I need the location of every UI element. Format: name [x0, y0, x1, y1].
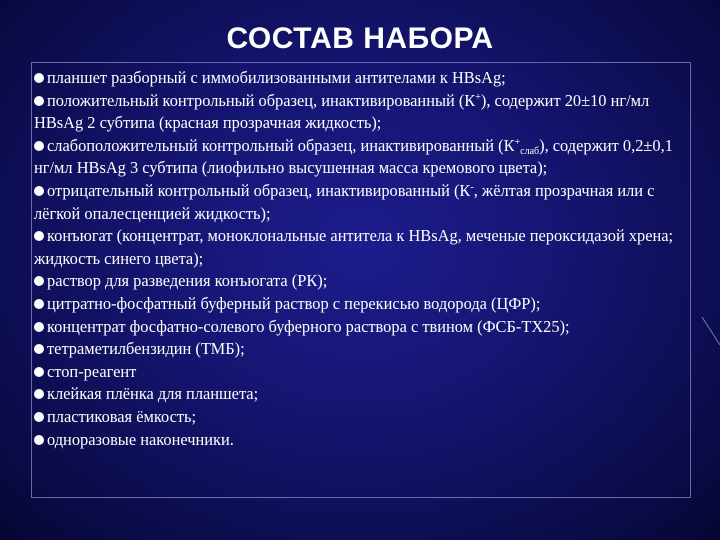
- item-text: стоп-реагент: [47, 361, 137, 381]
- item-text-end: , жёлтая прозрачная или с лёгкой опалесценцией жидкость);: [34, 180, 655, 223]
- item-text-end: ), содержит 0,2±0,1 нг/мл HBsAg 3 субтипа (лиофильно высушенная масса кремового цвета);: [34, 135, 673, 178]
- item-text: планшет разборный с иммобилизованными антителами к HBsAg;: [47, 68, 506, 87]
- bullet-icon: [34, 367, 44, 377]
- list-item: [34, 338, 690, 361]
- slide-title: СОСТАВ НАБОРА: [226, 22, 494, 55]
- item-text: положительный контрольный образец, инактивированный (К: [47, 90, 476, 110]
- item-text: клейкая плёнка для планшета;: [47, 384, 259, 404]
- item-text: концентрат фосфатно-солевого буферного раствора с твином (ФСБ-ТХ25);: [47, 316, 570, 336]
- item-text: тетраметилбензидин (ТМБ);: [47, 339, 245, 359]
- bullet-icon: [34, 96, 44, 106]
- list-item: [34, 180, 690, 225]
- list-item: [34, 225, 690, 270]
- bullet-icon: [34, 322, 44, 332]
- list-item: [34, 361, 690, 384]
- bullet-icon: [34, 186, 44, 196]
- bullet-icon: [34, 299, 44, 309]
- list-item: [34, 383, 690, 406]
- list-item: [34, 135, 690, 180]
- superscript: +: [475, 91, 481, 103]
- bullet-icon: [34, 435, 44, 445]
- bullet-icon: [34, 389, 44, 399]
- item-text: пластиковая ёмкость;: [47, 406, 197, 426]
- superscript: -: [470, 181, 474, 193]
- list-item: [34, 67, 690, 90]
- superscript: +: [514, 136, 521, 148]
- bullet-icon: [34, 344, 44, 354]
- bullet-icon: [34, 73, 44, 83]
- bullet-icon: [34, 141, 44, 151]
- list-item: [34, 406, 690, 429]
- item-text-end: ), содержит 20±10 нг/мл HBsAg 2 субтипа (красная прозрачная жидкость);: [34, 90, 650, 133]
- item-text: слабоположительный контрольный образец, инактивированный (К: [47, 135, 515, 155]
- list-item: [34, 429, 690, 452]
- subscript: слаб: [520, 145, 540, 157]
- list-item: [34, 293, 690, 316]
- bullet-icon: [34, 412, 44, 422]
- bullet-icon: [34, 231, 44, 241]
- list-item: [34, 316, 690, 339]
- item-text: конъюгат (концентрат, моноклональные антитела к HBsAg, меченые пероксидазой хрена; жидкость синего цвета);: [34, 226, 674, 268]
- item-text: одноразовые наконечники.: [47, 429, 234, 449]
- list-item: [34, 90, 690, 135]
- item-text: цитратно-фосфатный буферный раствор с перекисью водорода (ЦФР);: [47, 293, 541, 313]
- content-frame: [31, 62, 691, 498]
- list-item: [34, 270, 690, 293]
- decorative-line: [700, 315, 720, 355]
- item-text: отрицательный контрольный образец, инактивированный (К: [47, 180, 471, 200]
- bullet-icon: [34, 276, 44, 286]
- item-text: раствор для разведения конъюгата (РК);: [47, 271, 328, 291]
